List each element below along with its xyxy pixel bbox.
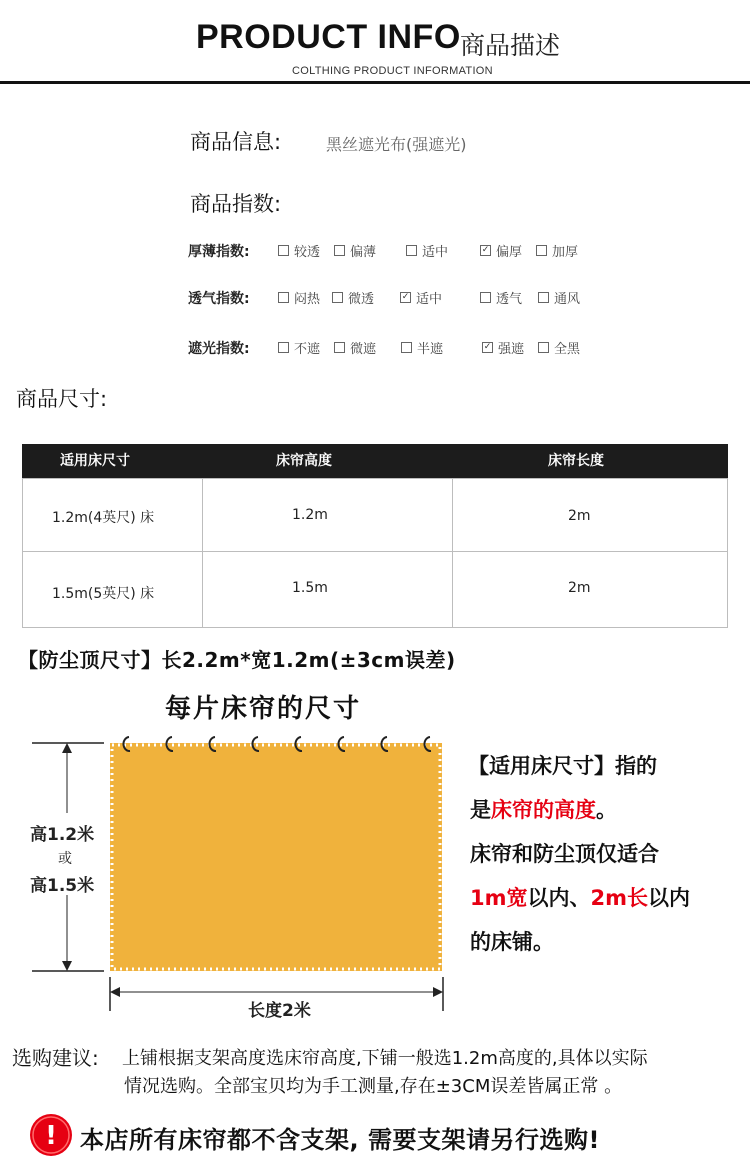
index-option-label: 全黑 (554, 342, 581, 357)
index-option-label: 半遮 (417, 342, 444, 357)
checkbox-icon (536, 245, 547, 256)
svg-text:!: ! (45, 1121, 57, 1151)
index-option (401, 338, 443, 357)
note-highlight: 床帘的高度 (491, 798, 596, 822)
bed-size-note-line (470, 794, 617, 824)
index-option-label: 通风 (554, 292, 581, 307)
checkbox-icon (538, 342, 549, 353)
index-row-label: 遮光指数: (188, 341, 250, 357)
index-option (334, 241, 376, 260)
index-row (188, 338, 608, 362)
checkbox-icon (278, 342, 289, 353)
checkbox-icon (278, 245, 289, 256)
bed-size-note-line: 床帘和防尘顶仅适合 (470, 842, 659, 866)
checkbox-icon (334, 245, 345, 256)
dust-cover-size: 【防尘顶尺寸】长2.2m*宽1.2m(±3cm误差) (18, 648, 456, 672)
checkbox-icon (278, 292, 289, 303)
index-option (480, 241, 522, 260)
product-info-label: 商品信息: (190, 130, 282, 154)
table-header-bed-size: 适用床尺寸 (60, 453, 130, 469)
bed-size-note-line (470, 882, 690, 912)
index-option (334, 338, 376, 357)
checkbox-icon (332, 292, 343, 303)
checkbox-icon (406, 245, 417, 256)
height-label-1: 高1.2米 (30, 825, 95, 845)
index-option (406, 241, 448, 260)
arrow-down-icon (62, 961, 72, 971)
table-gridline (22, 478, 23, 628)
bed-size-note-line: 的床铺。 (470, 930, 554, 954)
index-option-label: 适中 (416, 292, 443, 307)
note-highlight: 2m长 (590, 886, 648, 910)
checkbox-icon (401, 342, 412, 353)
bed-size-note-line: 【适用床尺寸】指的 (468, 754, 657, 778)
index-option-label: 微遮 (350, 342, 377, 357)
index-option-label: 加厚 (552, 245, 579, 260)
header-title-en: PRODUCT INFO (196, 18, 461, 56)
table-gridline (452, 478, 453, 628)
index-option-label: 偏厚 (496, 245, 523, 260)
note-text: 以内、 (527, 886, 591, 910)
index-option (482, 338, 524, 357)
product-info-value: 黑丝遮光布(强遮光) (326, 135, 467, 154)
table-gridline (22, 627, 728, 628)
checked-box-icon: ✓ (483, 342, 492, 352)
index-row (188, 288, 608, 312)
index-option-label: 不遮 (294, 342, 321, 357)
arrow-left-icon (110, 987, 120, 997)
index-row-label: 厚薄指数: (188, 244, 250, 260)
note-highlight: 1m宽 (470, 886, 528, 910)
height-label-2: 高1.5米 (30, 876, 95, 896)
checked-box-icon: ✓ (481, 245, 490, 255)
index-option (278, 338, 320, 357)
table-gridline (727, 478, 728, 628)
table-cell: 1.2m (292, 507, 328, 523)
advice-line-2: 情况选购。全部宝贝均为手工测量,存在±3CM误差皆属正常 。 (124, 1076, 623, 1097)
checkbox-icon (334, 342, 345, 353)
table-row: 1.5m(5英尺) 床 (52, 586, 155, 602)
index-option-label: 闷热 (294, 292, 321, 307)
table-cell: 2m (568, 580, 591, 596)
checked-box-icon: ✓ (401, 292, 410, 302)
table-gridline (22, 551, 728, 552)
arrow-up-icon (62, 743, 72, 753)
height-label-or: 或 (58, 851, 72, 867)
diagram-title: 每片床帘的尺寸 (165, 694, 362, 724)
index-option-label: 透气 (496, 292, 523, 307)
table-cell: 2m (568, 508, 591, 524)
index-option (400, 288, 442, 307)
index-row-label: 透气指数: (188, 291, 250, 307)
length-label: 长度2米 (248, 1001, 311, 1021)
index-row (188, 241, 608, 265)
index-option (536, 241, 578, 260)
index-option-label: 强遮 (498, 342, 525, 357)
index-option-label: 微透 (348, 292, 375, 307)
index-option-label: 适中 (422, 245, 449, 260)
index-option (538, 288, 580, 307)
table-header-curtain-height: 床帘高度 (276, 453, 332, 469)
table-header-curtain-length: 床帘长度 (548, 453, 604, 469)
note-text: 是 (470, 798, 491, 822)
warning-icon (28, 1112, 74, 1158)
size-label: 商品尺寸: (16, 387, 108, 411)
index-option (332, 288, 374, 307)
table-cell: 1.5m (292, 580, 328, 596)
curtain-panel (110, 743, 442, 971)
index-option-label: 较透 (294, 245, 321, 260)
table-gridline (202, 478, 203, 628)
checkbox-icon (480, 292, 491, 303)
index-option (278, 288, 320, 307)
index-option (480, 288, 522, 307)
product-index-label: 商品指数: (190, 192, 282, 216)
index-option (278, 241, 320, 260)
header-title-cn: 商品描述 (460, 31, 561, 60)
note-text: 。 (596, 798, 617, 822)
checkbox-icon (538, 292, 549, 303)
header-divider (0, 81, 750, 84)
advice-line-1: 上铺根据支架高度选床帘高度,下铺一般选1.2m高度的,具体以实际 (122, 1048, 648, 1069)
index-option (538, 338, 580, 357)
table-row: 1.2m(4英尺) 床 (52, 510, 155, 526)
header-subtitle: COLTHING PRODUCT INFORMATION (292, 65, 493, 77)
index-option-label: 偏薄 (350, 245, 377, 260)
arrow-right-icon (433, 987, 443, 997)
advice-label: 选购建议: (12, 1046, 99, 1070)
note-text: 以内 (648, 886, 690, 910)
table-gridline (22, 478, 728, 479)
warning-text: 本店所有床帘都不含支架, 需要支架请另行选购! (80, 1126, 600, 1154)
